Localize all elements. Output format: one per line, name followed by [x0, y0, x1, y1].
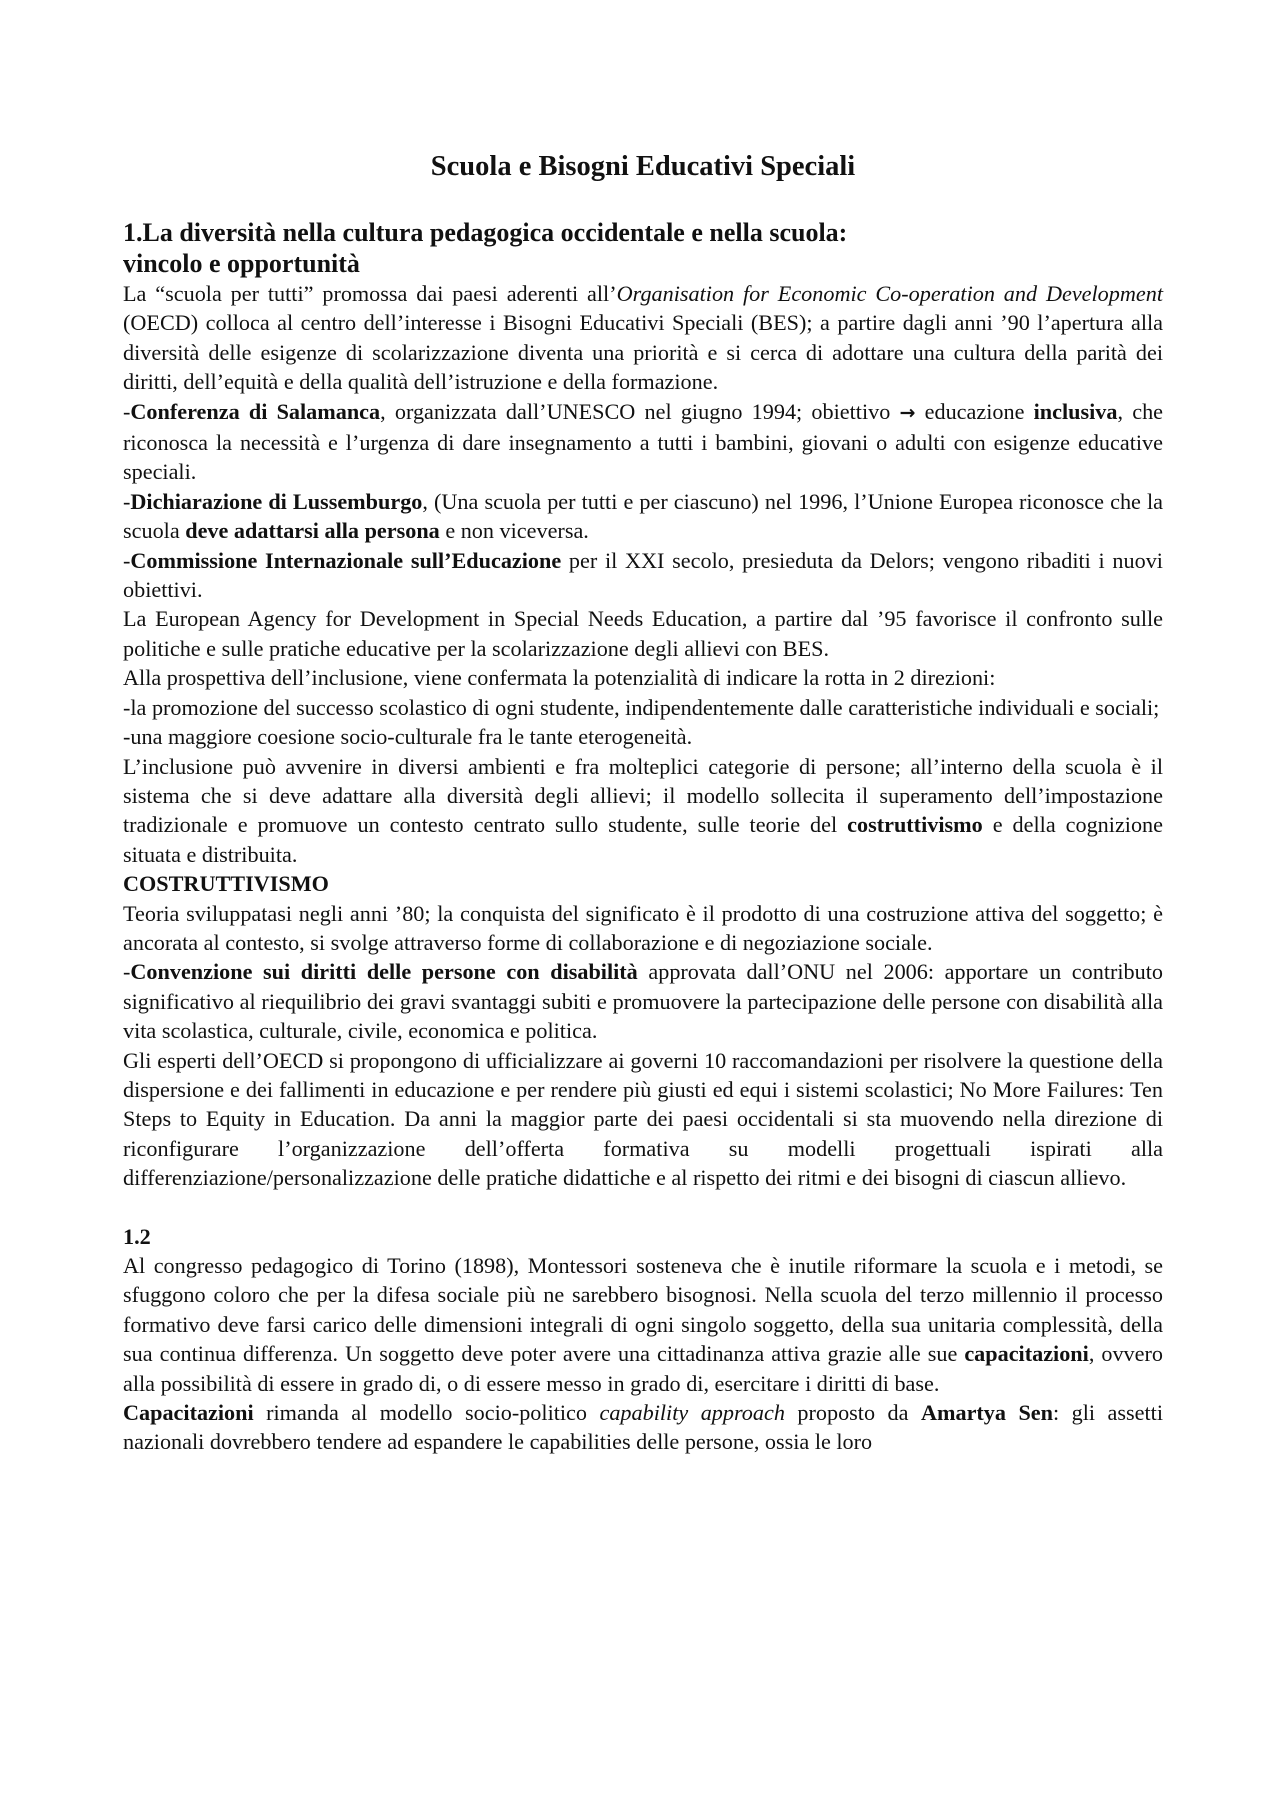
costruttivismo-heading: COSTRUTTIVISMO	[123, 871, 329, 897]
paragraph-direzione-1: -la promozione del successo scolastico di ogni studente, indipendentemente dalle caratteristiche individuali e sociali;	[123, 694, 1160, 720]
paragraph-lussemburgo: -Dichiarazione di Lussemburgo, (Una scuola per tutti e per ciascuno) nel 1996, l’Unione Europea riconosce che la scuola deve adattarsi alla persona e non viceversa.	[123, 488, 1163, 544]
paragraph-oecd-experts: Gli esperti dell’OECD si propongono di ufficializzare ai governi 10 raccomandazioni per risolvere la questione della dispersione e dei fallimenti in educazione e per rendere più giusti ed equi i sistemi scolastici; No More Failures: Ten Steps to Equity in Education. Da anni la maggior parte dei paesi occidentali si sta muovendo nella direzione di riconfigurare l’organizzazione dell’offerta formativa su modelli progettuali ispirati alla differenziazione/personalizzazione delle pratiche didattiche e al rispetto dei ritmi e dei bisogni di ciascun allievo.	[123, 1047, 1163, 1191]
amartya-sen-term: Amartya Sen	[920, 1400, 1053, 1426]
section-1-heading	[123, 217, 1163, 279]
costruttivismo-term: costruttivismo	[847, 812, 983, 838]
document-page	[123, 150, 1163, 1457]
salamanca-term: Conferenza di Salamanca	[130, 398, 381, 424]
paragraph-montessori: Al congresso pedagogico di Torino (1898), Montessori sosteneva che è inutile riformare la scuola e i metodi, se sfuggono coloro che per la difesa sociale più ne sarebbero bisognosi. Nella scuola del terzo millennio il processo formativo deve farsi carico delle dimensioni integrali di ogni singolo soggetto, della sua unitaria complessità, della sua continua differenza. Un soggetto deve poter avere una cittadinanza attiva grazie alle sue capacitazioni, ovvero alla possibilità di essere in grado di, o di essere messo in grado di, esercitare i diritti di base.	[123, 1253, 1163, 1396]
capability-approach-italic: capability approach	[599, 1400, 785, 1426]
section-1-2-heading: 1.2	[123, 1223, 151, 1249]
paragraph-agency: La European Agency for Development in Special Needs Education, a partire dal ’95 favorisce il confronto sulle politiche e sulle pratiche educative per la scolarizzazione degli allievi con BES.	[123, 606, 1163, 661]
section-1-heading-line1: 1.La diversità nella cultura pedagogica occidentale e nella scuola:	[123, 218, 848, 247]
paragraph-salamanca: -Conferenza di Salamanca, organizzata dall’UNESCO nel giugno 1994; obiettivo → educazione inclusiva, che riconosca la necessità e l’urgenza di dare insegnamento a tutti i bambini, giovani o adulti con esigenze educative speciali.	[123, 398, 1164, 485]
section-gap	[123, 1193, 1163, 1222]
paragraph-direzione-2: -una maggiore coesione socio-culturale fra le tante eterogeneità.	[123, 724, 693, 750]
commissione-term: Commissione Internazionale sull’Educazione	[130, 547, 562, 573]
paragraph-convenzione: -Convenzione sui diritti delle persone con disabilità approvata dall’ONU nel 2006: apportare un contributo significativo al riequilibrio dei gravi svantaggi subiti e promuovere la partecipazione delle persone con disabilità alla vita scolastica, culturale, civile, economica e politica.	[123, 959, 1163, 1044]
capacitazioni-term: capacitazioni	[964, 1341, 1089, 1367]
oecd-name-italic: Organisation for Economic Co-operation and Development	[616, 281, 1163, 306]
paragraph-costruttivismo: Teoria sviluppatasi negli anni ’80; la conquista del significato è il prodotto di una costruzione attiva del soggetto; è ancorata al contesto, si svolge attraverso forme di collaborazione e di negoziazione sociale.	[123, 900, 1163, 955]
convenzione-term: Convenzione sui diritti delle persone con disabilità	[130, 959, 638, 985]
page-title: Scuola e Bisogni Educativi Speciali	[430, 151, 856, 182]
paragraph-inclusione: L’inclusione può avvenire in diversi ambienti e fra molteplici categorie di persone; all’interno della scuola è il sistema che si deve adattare alla diversità degli allievi; il modello sollecita il superamento dell’impostazione tradizionale e promuove un contesto centrato sullo studente, sulle teorie del costruttivismo e della cognizione situata e distribuita.	[123, 753, 1163, 867]
paragraph-prospettiva: Alla prospettiva dell’inclusione, viene confermata la potenzialità di indicare la rotta in 2 direzioni:	[123, 665, 996, 691]
paragraph-capacitazioni: Capacitazioni rimanda al modello socio-politico capability approach proposto da Amartya Sen: gli assetti nazionali dovrebbero tendere ad espandere le capabilities delle persone, ossia le loro	[123, 1400, 1164, 1455]
adattarsi-term: deve adattarsi alla persona	[185, 518, 440, 544]
paragraph-intro: La “scuola per tutti” promossa dai paesi aderenti all’Organisation for Economic Co-operation and Development (OECD) colloca al centro dell’interesse i Bisogni Educativi Speciali (BES); a partire dagli anni ’90 l’apertura alla diversità delle esigenze di scolarizzazione diventa una priorità e si cerca di adottare una cultura della parità dei diritti, dell’equità e della qualità dell’istruzione e della formazione.	[123, 281, 1163, 395]
paragraph-commissione: -Commissione Internazionale sull’Educazione per il XXI secolo, presieduta da Delors; vengono ribaditi i nuovi obiettivi.	[123, 547, 1163, 603]
capacitazioni-heading-term: Capacitazioni	[123, 1400, 254, 1426]
arrow-right-icon: →	[899, 401, 916, 424]
section-1-heading-line2: vincolo e opportunità	[123, 249, 360, 278]
inclusiva-term: inclusiva	[1033, 398, 1118, 424]
lussemburgo-term: Dichiarazione di Lussemburgo	[130, 488, 423, 514]
